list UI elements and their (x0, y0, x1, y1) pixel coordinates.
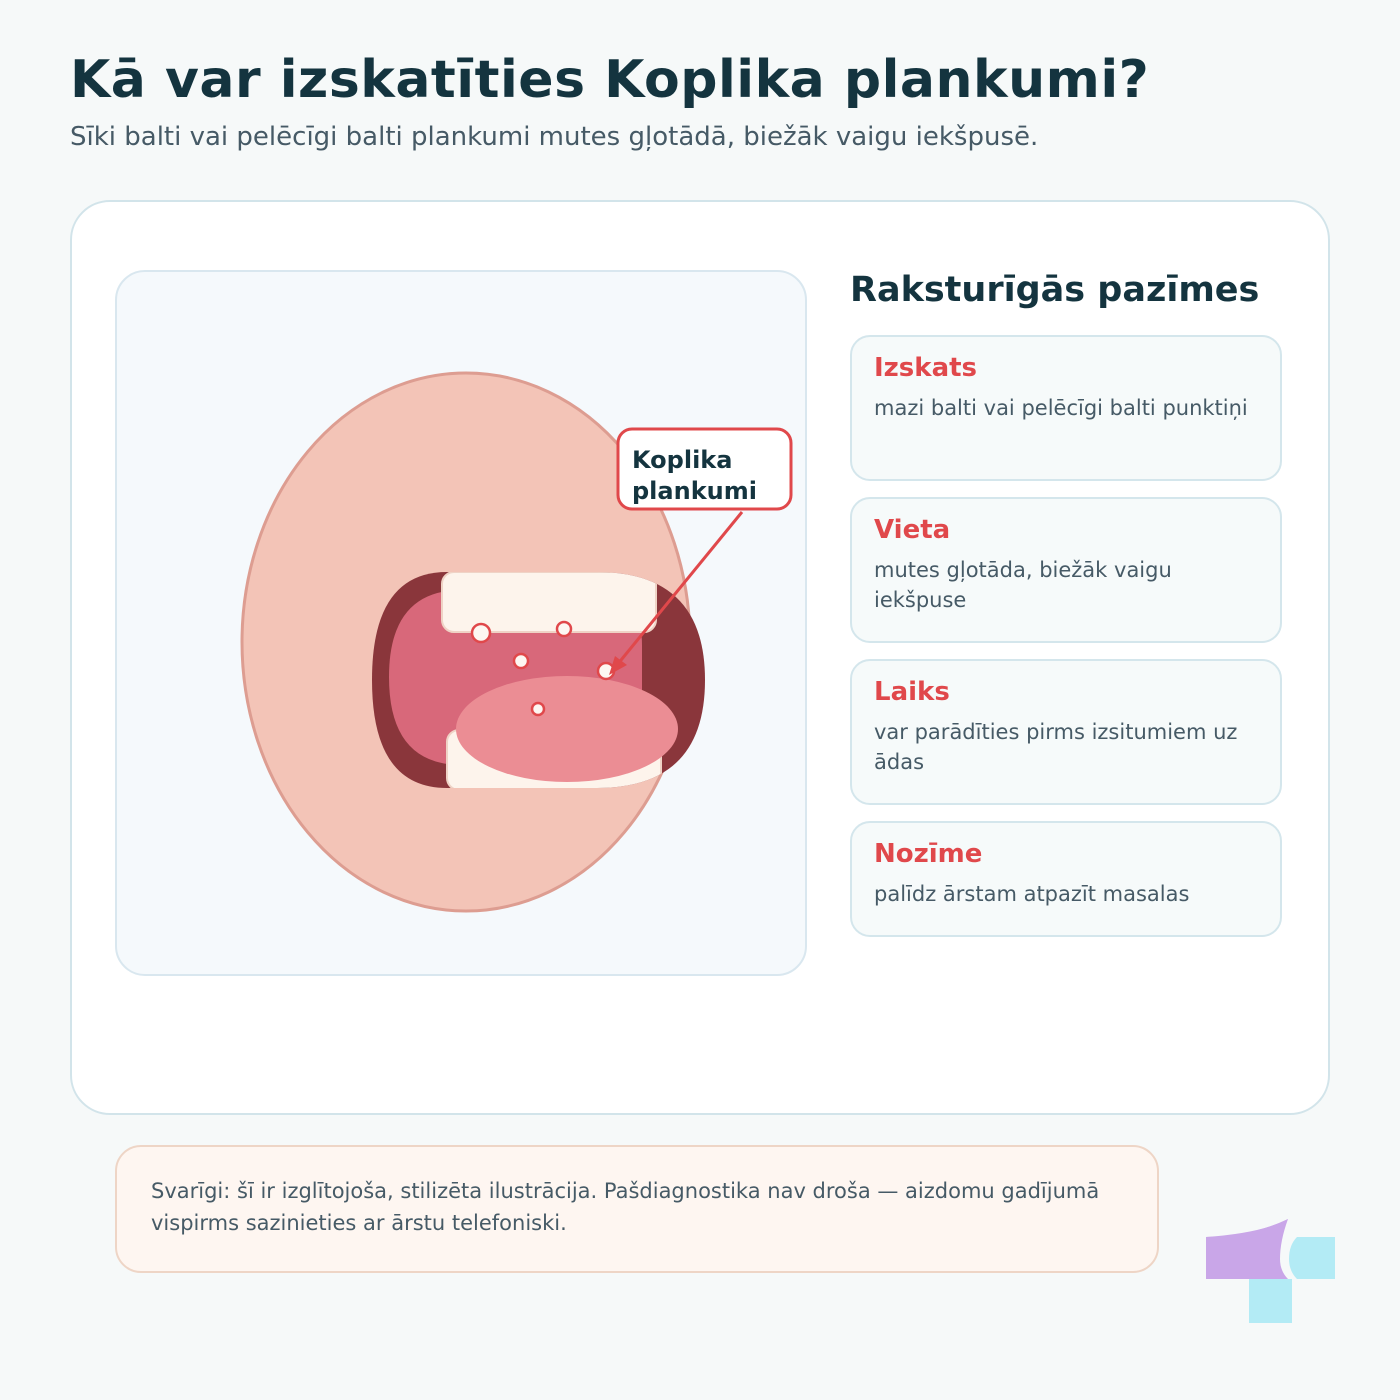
callout-label-line2: plankumi (632, 477, 757, 505)
upper-teeth (442, 572, 656, 632)
notice-text: Svarīgi: šī ir izglītojoša, stilizēta ilustrācija. Pašdiagnostika nav droša — aizdomu gadījumā vispirms sazinieties ar ārstu telefoniski. (151, 1179, 1100, 1235)
koplik-spot (514, 654, 528, 668)
feature-title: Izskats (874, 353, 978, 383)
feature-card-timing (850, 659, 1282, 805)
feature-text: var parādīties pirms izsitumiem uz ādas (874, 720, 1238, 774)
callout-label-line1: Koplika (632, 446, 733, 474)
feature-card-location (850, 497, 1282, 643)
koplik-spot (557, 622, 571, 636)
feature-text: mutes gļotāda, biežāk vaigu iekšpuse (874, 558, 1172, 612)
feature-title: Vieta (874, 515, 951, 545)
tongue (456, 676, 678, 782)
feature-text: mazi balti vai pelēcīgi balti punktiņi (874, 396, 1248, 420)
page-title: Kā var izskatīties Koplika plankumi? (70, 50, 1150, 110)
features-title: Raksturīgās pazīmes (850, 270, 1260, 310)
notice-box (115, 1145, 1159, 1273)
logo-mark-icon (1200, 1215, 1340, 1327)
feature-text: palīdz ārstam atpazīt masalas (874, 882, 1190, 906)
feature-title: Nozīme (874, 839, 983, 869)
feature-title: Laiks (874, 677, 950, 707)
mouth-illustration (117, 272, 805, 974)
koplik-spot (472, 624, 490, 642)
illustration-panel (115, 270, 807, 976)
page-subtitle: Sīki balti vai pelēcīgi balti plankumi mutes gļotādā, biežāk vaigu iekšpusē. (70, 122, 1039, 152)
feature-card-appearance (850, 335, 1282, 481)
feature-card-significance (850, 821, 1282, 937)
koplik-spot (532, 703, 544, 715)
